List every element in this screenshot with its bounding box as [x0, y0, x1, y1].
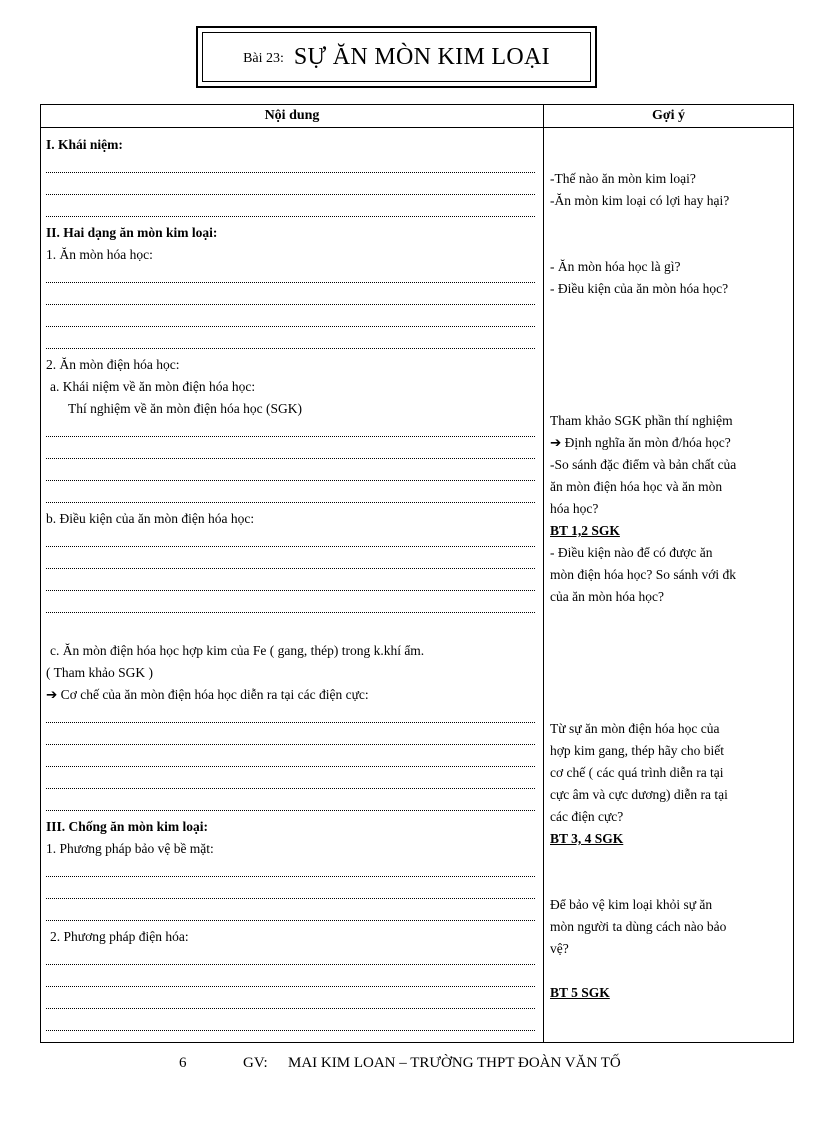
worksheet-table: [40, 104, 794, 1043]
section-2-2a-heading: a. Khái niệm về ăn mòn điện hóa học:: [50, 379, 256, 394]
section-3-1-heading: 1. Phương pháp bảo vệ bề mặt:: [46, 841, 214, 856]
answer-line[interactable]: [46, 310, 537, 332]
hint-column: [544, 128, 794, 1043]
section-2-2-heading: 2. Ăn mòn điện hóa học:: [46, 357, 180, 372]
answer-line[interactable]: [46, 794, 537, 816]
section-2-heading: II. Hai dạng ăn mòn kim loại:: [46, 225, 218, 240]
answer-line[interactable]: [46, 266, 537, 288]
answer-line[interactable]: [46, 574, 537, 596]
hint-text: cực âm và cực dương) diễn ra tại: [550, 787, 728, 802]
section-2-2b-heading: b. Điều kiện của ăn mòn điện hóa học:: [46, 511, 255, 526]
hint-text: Để bảo vệ kim loại khỏi sự ăn: [550, 897, 713, 912]
answer-line[interactable]: [46, 904, 537, 926]
title-box: [196, 26, 597, 88]
answer-line[interactable]: [46, 1014, 537, 1036]
answer-line[interactable]: [46, 178, 537, 200]
lesson-number: Bài 23:: [243, 51, 284, 66]
answer-line[interactable]: [46, 860, 537, 882]
hint-text: -Thế nào ăn mòn kim loại?: [550, 171, 696, 186]
section-3-heading: III. Chống ăn mòn kim loại:: [46, 819, 209, 834]
answer-line[interactable]: [46, 596, 537, 618]
answer-line[interactable]: [46, 552, 537, 574]
header-row: [41, 105, 794, 128]
hint-text: các điện cực?: [550, 809, 624, 824]
lesson-title: SỰ ĂN MÒN KIM LOẠI: [293, 43, 550, 70]
author-school: MAI KIM LOAN – TRƯỜNG THPT ĐOÀN VĂN TỐ: [288, 1055, 621, 1071]
answer-line[interactable]: [46, 882, 537, 904]
page-number: 6: [179, 1055, 187, 1071]
hint-text: hợp kim gang, thép hãy cho biết: [550, 743, 724, 758]
answer-line[interactable]: [46, 288, 537, 310]
title-frame: [202, 32, 591, 82]
hint-text: Từ sự ăn mòn điện hóa học của: [550, 721, 720, 736]
answer-line[interactable]: [46, 970, 537, 992]
section-1-heading: I. Khái niệm:: [46, 137, 123, 152]
hint-text: mòn người ta dùng cách nào bảo: [550, 919, 727, 934]
answer-line[interactable]: [46, 442, 537, 464]
content-column: [41, 128, 544, 1043]
answer-line[interactable]: [46, 992, 537, 1014]
content-header: Nội dung: [41, 105, 544, 128]
hint-text: -So sánh đặc điểm và bản chất của: [550, 457, 737, 472]
reference-note: ( Tham khảo SGK ): [46, 665, 153, 680]
answer-line[interactable]: [46, 200, 537, 222]
answer-line[interactable]: [46, 530, 537, 552]
answer-line[interactable]: [46, 948, 537, 970]
hint-text: hóa học?: [550, 501, 599, 516]
hint-text: - Điều kiện của ăn mòn hóa học?: [550, 281, 729, 296]
hint-text: - Điều kiện nào để có được ăn: [550, 545, 713, 560]
exercise-ref: BT 5 SGK: [550, 985, 610, 1000]
experiment-note: Thí nghiệm về ăn mòn điện hóa học (SGK): [68, 401, 302, 416]
hint-text: ăn mòn điện hóa học và ăn mòn: [550, 479, 723, 494]
answer-line[interactable]: [46, 156, 537, 178]
hint-text: -Ăn mòn kim loại có lợi hay hại?: [550, 193, 730, 208]
section-3-2-heading: 2. Phương pháp điện hóa:: [50, 929, 189, 944]
answer-line[interactable]: [46, 728, 537, 750]
answer-line[interactable]: [46, 750, 537, 772]
hint-text: ➔ Định nghĩa ăn mòn đ/hóa học?: [550, 435, 731, 450]
hint-text: Tham khảo SGK phần thí nghiệm: [550, 413, 733, 428]
answer-line[interactable]: [46, 706, 537, 728]
hint-text: - Ăn mòn hóa học là gì?: [550, 259, 681, 274]
answer-line[interactable]: [46, 420, 537, 442]
hint-header: Gợi ý: [544, 105, 794, 128]
teacher-label: GV:: [243, 1055, 268, 1071]
answer-line[interactable]: [46, 464, 537, 486]
exercise-ref: BT 1,2 SGK: [550, 523, 620, 538]
hint-text: vệ?: [550, 941, 569, 956]
mechanism-prompt: ➔ Cơ chế của ăn mòn điện hóa học diễn ra tại các điện cực:: [46, 687, 369, 702]
answer-line[interactable]: [46, 332, 537, 354]
hint-text: của ăn mòn hóa học?: [550, 589, 664, 604]
hint-text: cơ chế ( các quá trình diễn ra tại: [550, 765, 724, 780]
body-row: [41, 128, 794, 1043]
answer-line[interactable]: [46, 772, 537, 794]
answer-line[interactable]: [46, 486, 537, 508]
section-2-1-heading: 1. Ăn mòn hóa học:: [46, 247, 153, 262]
section-2-2c-heading: c. Ăn mòn điện hóa học hợp kim của Fe ( gang, thép) trong k.khí ẩm.: [50, 643, 425, 658]
hint-text: mòn điện hóa học? So sánh với đk: [550, 567, 736, 582]
exercise-ref: BT 3, 4 SGK: [550, 831, 624, 846]
